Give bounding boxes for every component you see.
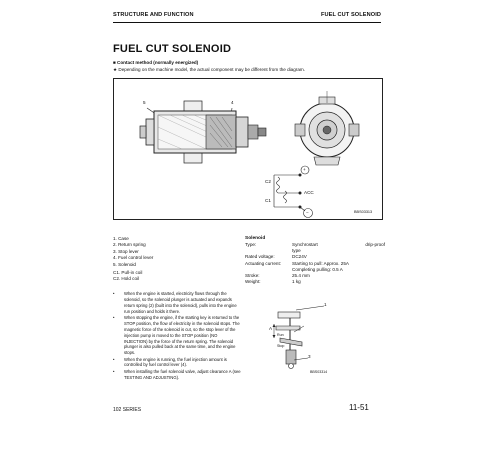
list-item: 5. Solenoid bbox=[113, 261, 136, 267]
plus-sign: + bbox=[303, 167, 306, 172]
list-item: • When installing the fuel solenoid valve, adjust clearance A (see TESTING AND ADJUSTING). bbox=[113, 369, 241, 381]
spec-key: Actuating current: bbox=[245, 260, 282, 266]
list-item: C2. Hold coil bbox=[113, 276, 140, 282]
spec-key: Stroke: bbox=[245, 273, 260, 279]
spec-key: Rated voltage: bbox=[245, 254, 275, 260]
list-item: • When the engine is started, electricity flows through the solenoid, so the solenoid plunger is actuated and expands return spring (2) (built into the solenoid), pulls into the engine run position and holds it there. bbox=[113, 291, 241, 315]
list-item: 3. Stop lever bbox=[113, 248, 139, 254]
spec-value: DC24V bbox=[292, 254, 307, 260]
spec-value: 1 kg bbox=[292, 279, 301, 285]
specs-heading: Solenoid bbox=[245, 236, 266, 241]
parts-list bbox=[113, 236, 153, 268]
header-topic: FUEL CUT SOLENOID bbox=[320, 12, 381, 18]
header-section: STRUCTURE AND FUNCTION bbox=[113, 12, 194, 18]
label-run: Run bbox=[277, 333, 284, 337]
spec-row bbox=[245, 279, 385, 285]
coils-list bbox=[113, 270, 142, 283]
figure-code: BBS03313 bbox=[354, 210, 373, 214]
list-item: • When the engine is running, the fuel injection amount is controlled by fuel control lever (4). bbox=[113, 357, 241, 369]
solenoid-specs bbox=[245, 236, 385, 285]
operation-notes bbox=[113, 291, 241, 381]
callout-5: 5 bbox=[143, 100, 146, 105]
page-number: 11-51 bbox=[349, 403, 369, 412]
diagram-note: ★ Depending on the machine model, the actual component may be different from the diagram. bbox=[113, 67, 305, 72]
list-item: 2. Return spring bbox=[113, 242, 146, 248]
terminal-c1: C1 bbox=[265, 198, 271, 203]
spec-key: Weight: bbox=[245, 279, 261, 285]
spec-value-cont: type bbox=[292, 248, 301, 254]
page-title: FUEL CUT SOLENOID bbox=[113, 43, 232, 55]
method-heading: ■ Contact method (normally energized) bbox=[113, 60, 199, 65]
page-header bbox=[113, 12, 381, 23]
minus-sign: − bbox=[306, 210, 309, 215]
callout-4: 4 bbox=[231, 100, 234, 105]
spec-value-cont: Completing pulling: 0.5 A bbox=[292, 266, 343, 272]
list-item: C1. Pull-in coil bbox=[113, 270, 143, 275]
solenoid-drawing bbox=[114, 79, 384, 221]
callout-a: A bbox=[269, 326, 273, 331]
callout-1: 1 bbox=[324, 302, 327, 307]
list-item: • When stopping the engine, if the starting key is returned to the STOP position, the flow of electricity in the solenoid stops. The magnetic force of the solenoid is cut, so the stop lever of the injection pump is moved to the STOP position (NO INJECTION) by the force of the return spring. The solenoid plunger is also pulled back at the same time, and the engine stops. bbox=[113, 315, 241, 356]
footer-series: 102 SERIES bbox=[113, 407, 142, 413]
spec-key: Type: bbox=[245, 242, 257, 247]
callout-3: 3 bbox=[308, 354, 311, 359]
spec-value: Starting to pull: Approx. 25A bbox=[292, 260, 349, 266]
terminal-c2: C2 bbox=[265, 179, 271, 184]
solenoid-diagram bbox=[113, 78, 383, 220]
label-stop: Stop bbox=[277, 344, 285, 348]
terminal-acc: ACC bbox=[304, 190, 314, 195]
spec-value: 25.4 mm bbox=[292, 273, 310, 279]
lever-diagram bbox=[268, 296, 348, 376]
figure-code: BBS03314 bbox=[310, 370, 328, 374]
spec-value: Synchrostart drip-proof bbox=[292, 242, 385, 247]
list-item: 4. Fuel control lever bbox=[113, 255, 154, 261]
list-item: 1. Case bbox=[113, 236, 129, 241]
